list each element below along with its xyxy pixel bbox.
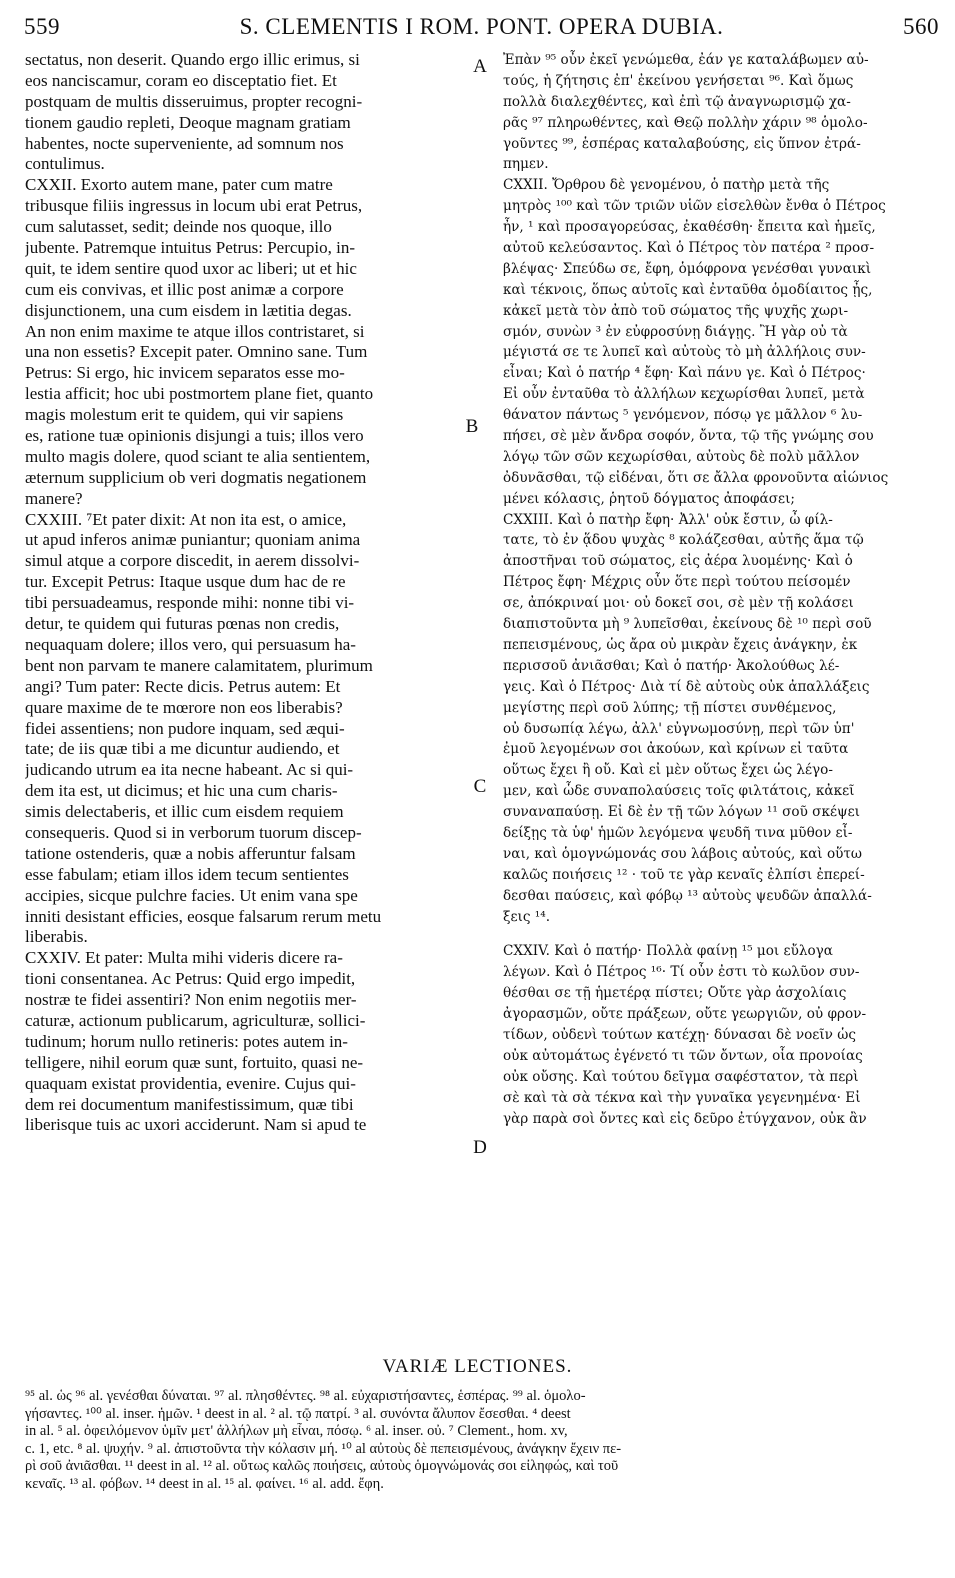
margin-letter-a: A [473,56,487,77]
greek-text-line: εἶναι; Καὶ ὁ πατήρ ⁴ ἔφη· Καὶ πάνυ γε. Καὶ ὁ Πέτρος· [503,365,866,382]
variae-lectiones-notes [25,1388,935,1493]
latin-text-line: simis delectaberis, et illic cum eisdem requiem [25,802,344,822]
greek-text-line: ναι, καὶ ὁμογνώμονάς σου λάβοις αὐτούς, καὶ οὕτω [503,845,863,862]
latin-text-line: esse fabulam; etiam illos idem tecum sentientes [25,864,349,884]
latin-text-line: postquam de multis disseruimus, propter recogni- [25,91,363,111]
latin-column [25,50,471,1136]
latin-text-line: eos nanciscamur, coram eo disceptatio fiet. Et [25,70,337,90]
latin-text-line: nostræ te fidei assentiri? Non enim negotiis mer- [25,990,357,1010]
latin-text-line: liberabis. [25,927,88,947]
latin-text-line: accipies, sicque pulchre facies. Ut enim vana spe [25,885,358,905]
latin-text-line: multo magis dolere, quod sciant te alia sentientem, [25,446,371,466]
latin-text-line: angi? Tum pater: Recte dicis. Petrus autem: Et [25,676,341,696]
greek-text-line: τίδων, οὐδενὶ τούτων κατέχῃ· δύνασαι δὲ νοεῖν ὡς [503,1026,856,1043]
variae-lectiones-heading: VARIÆ LECTIONES. [382,1356,573,1377]
margin-letter-d: D [473,1137,487,1158]
latin-text-line: jubente. Patremque intuitus Petrus: Percupio, in- [25,238,356,258]
latin-text-line: tate; de iis quæ tibi a me dicuntur audiendo, et [25,739,340,759]
greek-text-line: δείξῃς τὰ ὑφ' ἡμῶν λεγόμενα ψευδῆ τινα μῦθον εἶ- [503,824,853,841]
greek-text-line: αὐτοῦ κελεύσαντος. Καὶ ὁ Πέτρος τὸν πατέρα ² προσ- [503,240,875,257]
latin-text-line: quit, te idem sentire quod uxor ac liberi; ut et hic [25,258,357,278]
latin-text-line: dem rei documentum manifestissimum, quæ tibi [25,1094,354,1114]
latin-text-line: tur. Excepit Petrus: Itaque usque dum hac de re [25,572,346,592]
greek-text-line: ἀποστῆναι τοῦ σώματος, εἰς ἀέρα λυομένης· Καὶ ὁ [503,553,853,570]
margin-letter-b: B [465,416,479,437]
greek-text-line: μέγιστά σε τε λυπεῖ καὶ αὐτοὺς τὸ μὴ ἀλλήλοις συν- [503,344,866,361]
latin-text-line: CXXIII. ⁷Et pater dixit: At non ita est, o amice, [25,509,347,529]
latin-text-line: fidei assentiens; non pudore inquam, sed æqui- [25,718,345,738]
greek-text-line: περισσοῦ ἀνιᾶσθαι; Καὶ ὁ πατήρ· Ἀκολούθως λέ- [503,657,840,674]
latin-text-line: cum eis convivas, et illic post animæ a corpore [25,279,344,299]
latin-text-line: simul atque a corpore discedit, in aerem dissolvi- [25,551,360,571]
greek-text-line: κἀκεῖ μετὰ τὸν ἀπὸ τοῦ σώματος τῆς ψυχῆς χωρι- [503,302,849,319]
greek-text-line: οὕτως ἔχει ἢ οὔ. Καὶ εἰ μὲν οὕτως ἔχει ὡς λέγο- [503,762,833,779]
greek-text-line: διαπιστοῦντα μὴ ⁹ λυπεῖσθαι, ἐκείνους δὲ ¹⁰ περὶ σοῦ [503,616,872,633]
latin-text-line: tudinum; horum nullo retineris: potes autem in- [25,1031,348,1051]
latin-text-line: æternum supplicium ob veri dogmatis negationem [25,467,367,487]
page-header [24,14,939,44]
greek-text-line: σὲ καὶ τὰ σὰ τέκνα καὶ τὴν γυναῖκα γεγενημένα· Εἰ [503,1089,861,1106]
latin-text-line: cum salutasset, sedit; deinde nos quoque, illo [25,217,332,237]
greek-text-line: πολλὰ διαλεχθέντες, καὶ ἐπὶ τῷ ἀναγνωρισμῷ χα- [503,93,851,110]
greek-text-line: πημεν. [503,156,549,173]
latin-text-line: tioni consentanea. Ac Petrus: Quid ergo impedit, [25,969,356,989]
latin-text-line: CXXIV. Et pater: Multa mihi videris dicere ra- [25,948,343,968]
greek-text-line: οὐκ οὔσης. Καὶ τούτου δεῖγμα σαφέστατον, τὰ περὶ [503,1068,859,1085]
greek-text-line: οὐ δυσωπίᾳ λέγω, ἀλλ' εὐγνωμοσύνῃ, περὶ τῶν ὑπ' [503,720,855,737]
greek-text-line: γοῦντες ⁹⁹, ἑσπέρας καταλαβούσης, εἰς ὕπνον ἐτρά- [503,135,861,152]
greek-text-line: καλῶς ποιήσεις ¹² · τοῦ τε γὰρ κεναῖς ἐλπίσι ἐπερεί- [503,866,865,883]
latin-text-line: judicando utrum ea ita necne habeant. Ac si qui- [25,760,354,780]
latin-text-line: Petrus: Si ergo, hic invicem separatos esse mo- [25,363,345,383]
greek-text-line: γεις. Καὶ ὁ Πέτρος· Διὰ τί δὲ αὐτοὺς οὐκ ἀπαλλάξεις [503,678,870,695]
greek-text-line: μεγίστης περὶ σοῦ λύπης; τῇ πίστει συνθέμενος, [503,699,837,716]
greek-text-line: CXXIII. Καὶ ὁ πατὴρ ἔφη· Ἀλλ' οὐκ ἔστιν, ὦ φίλ- [503,511,833,528]
latin-text-line: An non enim maxime te atque illos contristaret, si [25,321,365,341]
latin-text-line: telligere, nihil eorum quæ sunt, fortuito, quasi ne- [25,1052,364,1072]
latin-text-line: ut apud inferos animæ puniantur; quoniam anima [25,530,361,550]
latin-text-line: bent non parvam te manere calamitatem, plurimum [25,655,373,675]
greek-text-line: μένει κόλασις, ῥητοῦ δόγματος ἀποφάσει; [503,490,795,507]
greek-text-line: CXXIV. Καὶ ὁ πατήρ· Πολλὰ φαίνῃ ¹⁵ μοι εὔλογα [503,943,833,960]
variae-note-line: ⁹⁵ al. ὡς ⁹⁶ al. γενέσθαι δύναται. ⁹⁷ al. πλησθέντες. ⁹⁸ al. εὐχαριστήσαντες, ἑσπέρας. ⁹⁹ al. ὁμολο- [25,1388,586,1404]
variae-note-line: κεναῖς. ¹³ al. φόβων. ¹⁴ deest in al. ¹⁵ al. φαίνει. ¹⁶ al. add. ἔφη. [25,1475,384,1492]
latin-text-line: tibi persuadeamus, responde mihi: nonne tibi vi- [25,593,355,613]
latin-text-line: contulimus. [25,154,105,174]
latin-text-line: tribusque filiis ingressus in locum ubi erat Petrus, [25,196,363,216]
latin-text-line: tatione ostenderis, quæ a nobis afferuntur falsam [25,843,356,863]
greek-text-line: ὀδυνᾶσθαι, τῷ εἰδέναι, ὅτι σε ἄλλα φρονοῦντα αἰώνιος [503,469,889,486]
variae-note-line: ρὶ σοῦ ἀνιᾶσθαι. ¹¹ deest in al. ¹² al. οὕτως καλῶς ποιήσεις, αὐτοὺς ὁμογνώμονάς σοι εἰληφώς, καὶ τοῦ [25,1458,619,1474]
latin-text-line: sectatus, non deserit. Quando ergo illic erimus, si [25,50,360,69]
greek-text-line: λόγῳ τῶν σῶν κεχωρίσθαι, αὐτοὺς δὲ πολὺ μᾶλλον [503,448,860,465]
latin-text-line: quaquam existat providentia, evenire. Cujus qui- [25,1073,356,1093]
greek-text-line: μητρὸς ¹⁰⁰ καὶ τῶν τριῶν υἱῶν εἰσελθὼν ἔνθα ὁ Πέτρος [503,198,886,215]
latin-text-line: magis molestum erit te quidem, qui vir sapiens [25,405,344,425]
latin-text-line: CXXII. Exorto autem mane, pater cum matre [25,175,333,195]
greek-text-line: Πέτρος ἔφη· Μέχρις οὖν ὅτε περὶ τούτου πείσομέν [503,574,851,591]
latin-text-line: tionem gaudio repleti, Deoque magnam gratiam [25,112,351,132]
greek-text-line: CXXII. Ὄρθρου δὲ γενομένου, ὁ πατὴρ μετὰ τῆς [503,177,830,194]
greek-text-line: οὐκ αὐτομάτως ἐγένετό τι τῶν ὄντων, οἷα προνοίας [503,1047,863,1064]
latin-text-line: disjunctionem, una cum eisdem in lætitia degas. [25,300,352,320]
latin-text-line: liberisque tuis ac uxori acciderunt. Nam si apud te [25,1115,367,1135]
variae-note-line: γήσαντες. ¹⁰⁰ al. inser. ἡμῶν. ¹ deest in al. ² al. τῷ πατρί. ³ al. συνόντα ἄλυπον ἔσεσθαι. ⁴ deest [25,1405,571,1422]
latin-text-line: inniti desistant efficies, eosque falsarum rerum metu [25,906,382,926]
latin-text-line: nequaquam dolere; illos vero, qui persuasum ha- [25,634,356,654]
greek-text-line: ρᾶς ⁹⁷ πληρωθέντες, καὶ Θεῷ πολλὴν χάριν ⁹⁸ ὁμολο- [503,114,868,131]
greek-text-line: ἦν, ¹ καὶ προσαγορεύσας, ἐκαθέσθη· ἔπειτα καὶ ἡμεῖς, [503,219,876,236]
greek-text-line: θάνατον πάντως ⁵ γενόμενον, πόσῳ γε μᾶλλον ⁶ λυ- [503,407,863,424]
latin-text-line: dem ita est, ut dicimus; et hic una cum charis- [25,781,338,801]
greek-text-line: ἀγορασμῶν, οὔτε πράξεων, οὔτε γεωργιῶν, οὐ φρον- [503,1006,867,1023]
latin-text-line: consequeris. Quod si in verborum tuorum discep- [25,822,362,842]
greek-text-line: μεν, καὶ ὧδε συναπολαύσεις τοῖς φιλτάτοις, κἀκεῖ [503,783,855,800]
greek-text-line: σε, ἀπόκριναί μοι· οὐ δοκεῖ σοι, σὲ μὲν τῇ κολάσει [503,595,854,612]
greek-text-line: τατε, τὸ ἐν ᾅδου ψυχὰς ⁸ κολάζεσθαι, αὐτῆς ἅμα τῷ [503,532,864,549]
greek-text-line [503,927,936,941]
greek-column [503,50,936,1129]
greek-text-line: λέγων. Καὶ ὁ Πέτρος ¹⁶· Τί οὖν ἐστι τὸ κωλῦον συν- [503,964,860,981]
greek-text-line: καὶ τέκνοις, ὅπως αὐτοῖς καὶ ἐνταῦθα ὁμοδίαιτος ᾖς, [503,281,873,298]
variae-note-line: in al. ⁵ al. ὀφειλόμενον ὑμῖν μετ' ἀλλήλων μὴ εἶναι, πόσῳ. ⁶ al. inser. οὐ. ⁷ Clement., hom. xv, [25,1423,568,1439]
greek-text-line: σμόν, συνὼν ³ ἐν εὐφροσύνῃ διάγῃς. Ἢ γὰρ οὐ τὰ [503,323,848,340]
running-title: S. CLEMENTIS I ROM. PONT. OPERA DUBIA. [239,14,724,39]
greek-text-line: συναναπαύσῃ. Εἰ δὲ ἐν τῇ τῶν λόγων ¹¹ σοῦ σκέψει [503,804,861,821]
greek-text-line: ἐμοῦ λεγομένων σοι ἀκούων, καὶ κρίνων εἰ ταῦτα [503,741,849,758]
latin-text-line: detur, te quidem qui futuras pœnas non credis, [25,614,340,634]
greek-text-line: πεπεισμένους, ὡς ἄρα οὐ μικρὰν ἔχεις ἀνάγκην, ἐκ [503,636,858,653]
greek-text-line: Εἰ οὖν ἐνταῦθα τὸ ἀλλήλων κεχωρίσθαι λυπεῖ, μετὰ [503,386,865,403]
greek-text-line: θέσθαι σε τῇ ἡμετέρᾳ πίστει; Οὔτε γὰρ ἀσχολίαις [503,985,847,1002]
latin-text-line: es, ratione tuæ opinionis disjungi a tuis; illos vero [25,426,364,446]
latin-text-line: una non essetis? Excepit pater. Omnino sane. Tum [25,342,368,362]
latin-text-line: manere? [25,488,83,508]
latin-text-line: lestia afficit; hoc ubi postmortem plane fiet, quanto [25,384,374,404]
greek-text-line: ξεις ¹⁴. [503,908,551,925]
greek-text-line: πήσει, σὲ μὲν ἄνδρα σοφόν, ὄντα, τῷ τῆς γνώμης σου [503,428,874,445]
greek-text-line: βλέψας· Σπεύδω σε, ἔφη, ὁμόφρονα γενέσθαι γυναικὶ [503,260,872,277]
greek-text-line: δεσθαι παύσεις, καὶ φόβῳ ¹³ αὐτοὺς ψευδῶν ἀπαλλά- [503,887,872,904]
variae-note-line: c. 1, etc. ⁸ al. ψυχήν. ⁹ al. ἀπιστοῦντα τὴν κόλασιν μή. ¹⁰ al αὐτοὺς δὲ πεπεισμένους, ἀνάγκην ἔχειν πε- [25,1440,622,1457]
latin-text-line: caturæ, actionum publicarum, agriculturæ, sollici- [25,1010,366,1030]
latin-text-line: quare maxime de te mœrore non eos liberabis? [25,697,343,717]
margin-letter-c: C [473,776,487,797]
greek-text-line: τούς, ἡ ζήτησις ἐπ' ἐκείνου γενήσεται ⁹⁶. Καὶ ὅμως [503,72,854,89]
latin-text-line: habentes, nocte superveniente, ad somnum nos [25,133,344,153]
greek-text-line: γὰρ παρὰ σοὶ ὄντες καὶ εἰς δεῦρο ἐτύγχανον, οὐκ ἂν [503,1110,867,1127]
page-number-left: 559 [24,14,60,39]
greek-text-line: Ἐπὰν ⁹⁵ οὖν ἐκεῖ γενώμεθα, ἐάν γε καταλάβωμεν αὐ- [503,52,869,68]
page-number-right: 560 [903,14,939,39]
